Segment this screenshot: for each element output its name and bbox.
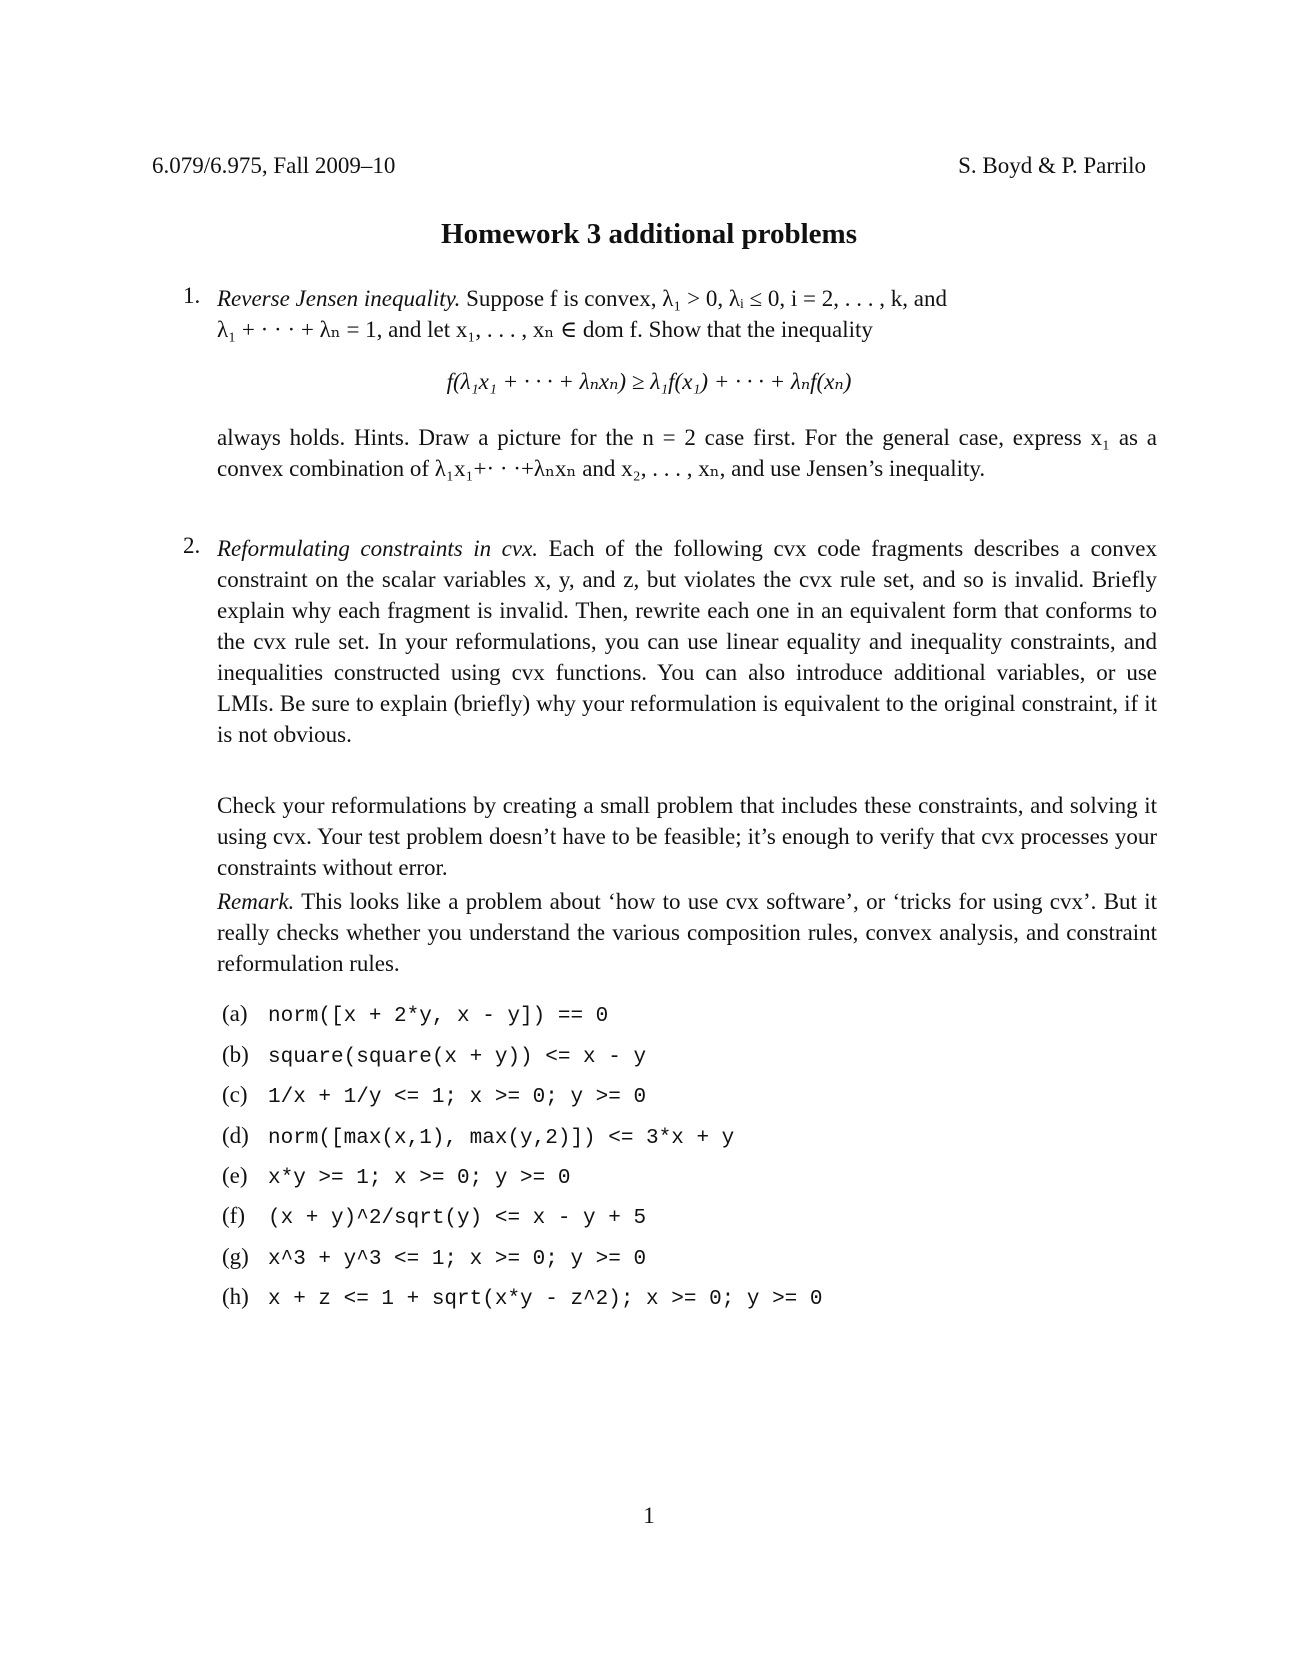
item-label: (c)	[222, 1082, 248, 1107]
problem-2-heading: Reformulating constraints in cvx.	[217, 536, 539, 561]
authors-header: S. Boyd & P. Parrilo	[958, 153, 1146, 178]
item-code: (x + y)^2/sqrt(y) <= x - y + 5	[268, 1207, 647, 1230]
item-code: 1/x + 1/y <= 1; x >= 0; y >= 0	[268, 1086, 647, 1109]
item-label: (h)	[222, 1284, 249, 1309]
item-code: x*y >= 1; x >= 0; y >= 0	[268, 1167, 571, 1190]
problem-2-statement	[217, 533, 1157, 750]
item-label: (b)	[222, 1042, 249, 1067]
list-item	[222, 1082, 646, 1112]
list-item	[222, 1042, 646, 1072]
remark-text: This looks like a problem about ‘how to use cvx software’, or ‘tricks for using cvx’. But it really checks whether you understand the various composition rules, convex analysis, and constraint reformulation rules.	[217, 889, 1157, 976]
course-header: 6.079/6.975, Fall 2009–10	[152, 153, 396, 178]
item-code: norm([x + 2*y, x - y]) == 0	[268, 1005, 609, 1028]
item-label: (e)	[222, 1163, 248, 1188]
item-code: x^3 + y^3 <= 1; x >= 0; y >= 0	[268, 1248, 647, 1271]
problem-2-number: 2.	[183, 533, 201, 558]
item-label: (g)	[222, 1244, 249, 1269]
problem-1-hints: always holds. Hints. Draw a picture for the n = 2 case first. For the general case, express x₁ as a convex combination of λ₁x₁+· · ·+λₙxₙ and x₂, . . . , xₙ, and use Jensen’s inequality.	[217, 425, 1157, 481]
list-item	[222, 1244, 646, 1274]
list-item	[222, 1123, 734, 1153]
problem-1-number: 1.	[183, 283, 201, 308]
problem-1-equation: f(λ₁x₁ + · · · + λₙxₙ) ≥ λ₁f(x₁) + · · · + λₙf(xₙ)	[446, 369, 852, 394]
item-code: norm([max(x,1), max(y,2)]) <= 3*x + y	[268, 1127, 735, 1150]
page-title: Homework 3 additional problems	[441, 218, 857, 250]
item-label: (d)	[222, 1123, 249, 1148]
problem-1-heading: Reverse Jensen inequality.	[217, 286, 461, 311]
item-label: (f)	[222, 1203, 245, 1228]
list-item	[222, 1284, 823, 1314]
list-item	[222, 1163, 570, 1193]
list-item	[222, 1001, 608, 1031]
item-code: square(square(x + y)) <= x - y	[268, 1046, 647, 1069]
problem-1-line1: Suppose f is convex, λ₁ > 0, λᵢ ≤ 0, i = 2, . . . , k, and	[466, 286, 947, 311]
problem-1-line2: λ₁ + · · · + λₙ = 1, and let x₁, . . . , xₙ ∈ dom f. Show that the inequality	[217, 317, 873, 342]
remark-label: Remark.	[217, 889, 295, 914]
item-code: x + z <= 1 + sqrt(x*y - z^2); x >= 0; y >= 0	[268, 1288, 823, 1311]
problem-2-remark	[217, 886, 1157, 979]
page-number: 1	[643, 1503, 655, 1528]
problem-2-body: Each of the following cvx code fragments describes a convex constraint on the scalar variables x, y, and z, but violates the cvx rule set, and so is invalid. Briefly explain why each fragment is invalid. Then, rewrite each one in an equivalent form that conforms to the cvx rule set. In your reformulations, you can use linear equality and inequality constraints, and inequalities constructed using cvx functions. You can also introduce additional variables, or use LMIs. Be sure to explain (briefly) why your reformulation is equivalent to the original constraint, if it is not obvious.	[217, 536, 1157, 747]
problem-2-check: Check your reformulations by creating a small problem that includes these constraints, and solving it using cvx. Your test problem doesn’t have to be feasible; it’s enough to verify that cvx processes your constraints without error.	[217, 793, 1157, 880]
problem-1-statement	[217, 283, 1157, 345]
list-item	[222, 1203, 646, 1233]
item-label: (a)	[222, 1001, 248, 1026]
